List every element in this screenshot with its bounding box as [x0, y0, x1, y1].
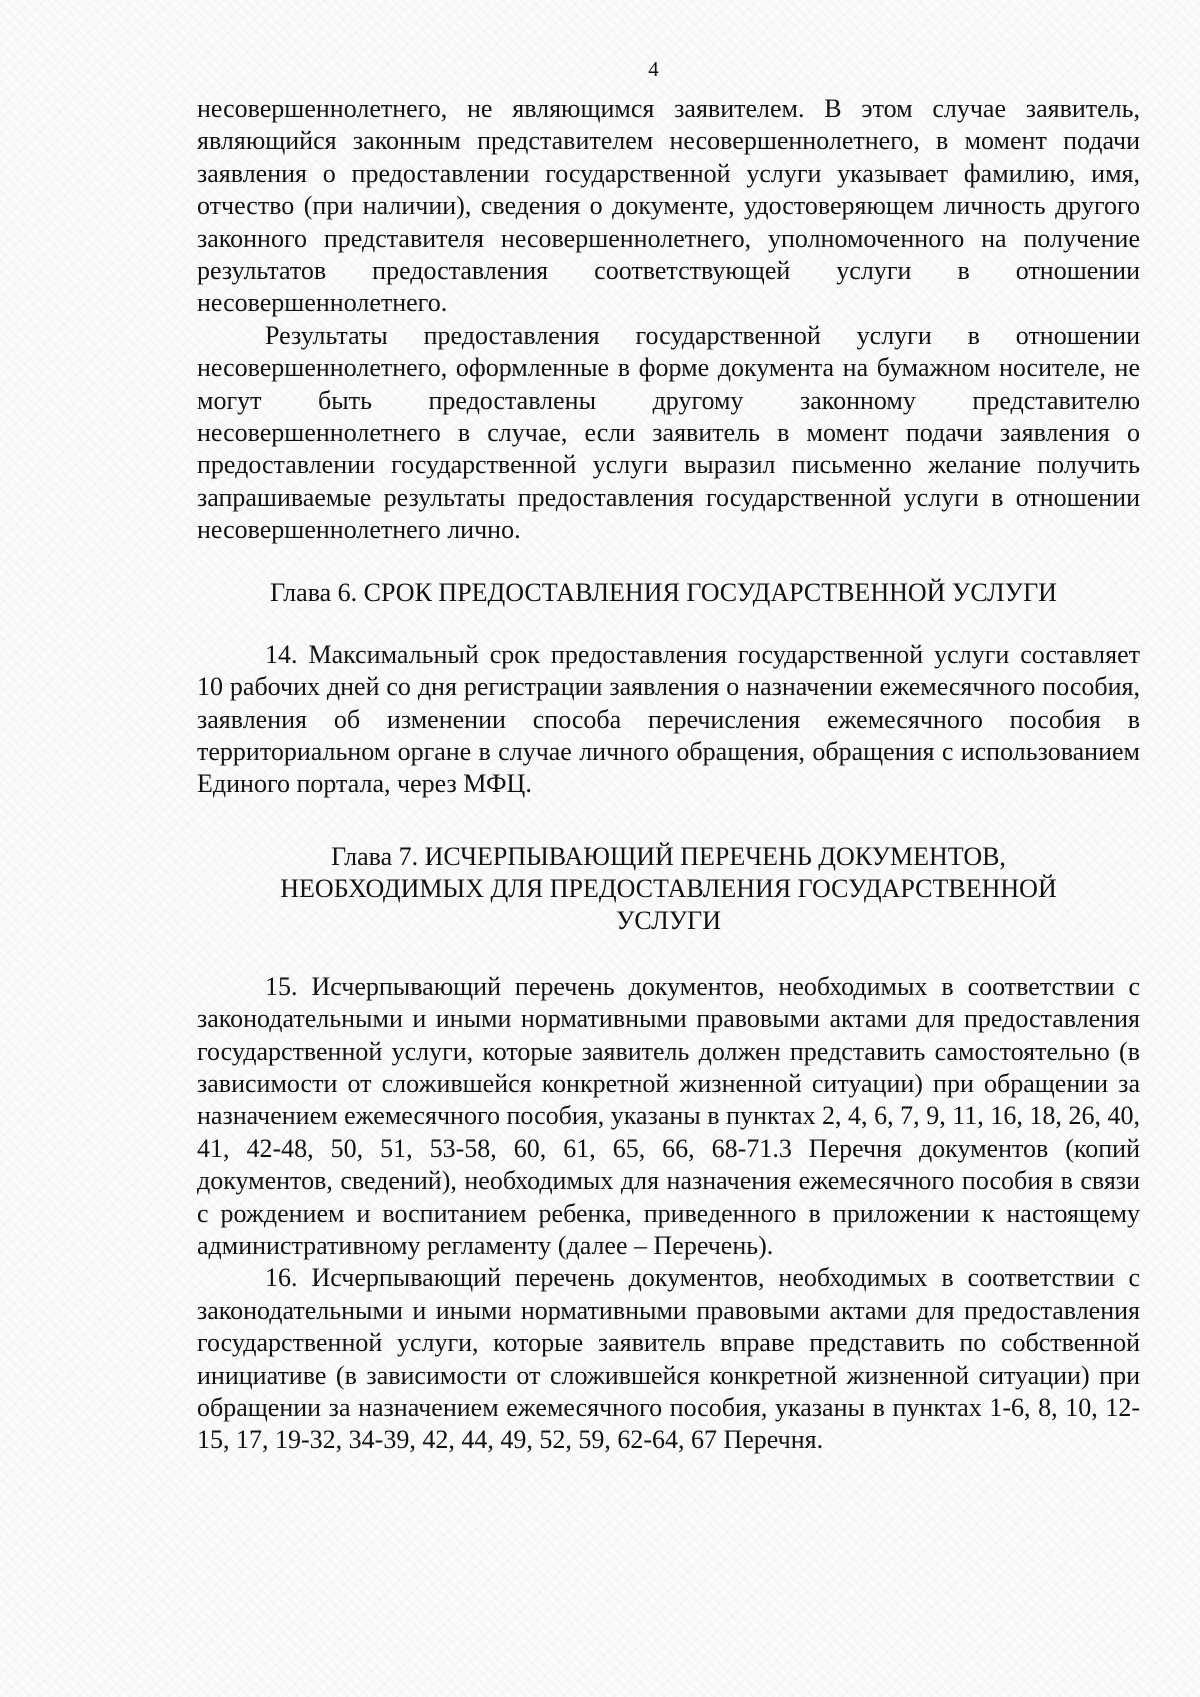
paragraph-continuation: несовершеннолетнего, не являющимся заявителем. В этом случае заявитель, являющийся законным представителем несовершеннолетнего, в момент подачи заявления о предоставлении государственной услуги указывает фамилию, имя, отчество (при наличии), сведения о документе, удостоверяющем личность другого законного представителя несовершеннолетнего, уполномоченного на получение результатов предоставления соответствующей услуги в отношении несовершеннолетнего. — [197, 94, 1140, 318]
chapter-6-title: Глава 6. СРОК ПРЕДОСТАВЛЕНИЯ ГОСУДАРСТВЕННОЙ УСЛУГИ — [270, 577, 1057, 607]
chapter-7-title: Глава 7. ИСЧЕРПЫВАЮЩИЙ ПЕРЕЧЕНЬ ДОКУМЕНТОВ, НЕОБХОДИМЫХ ДЛЯ ПРЕДОСТАВЛЕНИЯ ГОСУДАРСТВЕННОЙ УСЛУГИ — [280, 841, 1057, 935]
page-number: 4 — [648, 57, 659, 81]
paragraph-results: Результаты предоставления государственной услуги в отношении несовершеннолетнего, оформленные в форме документа на бумажном носителе, не могут быть предоставлены другому законному представителю несовершеннолетнего в случае, если заявитель в момент подачи заявления о предоставлении государственной услуги выразил письменно желание получить запрашиваемые результаты предоставления государственной услуги в отношении несовершеннолетнего лично. — [197, 320, 1140, 545]
paragraph-16: 16. Исчерпывающий перечень документов, необходимых в соответствии с законодательными и иными нормативными правовыми актами для предоставления государственной услуги, которые заявитель вправе представить по собственной инициативе (в зависимости от сложившейся конкретной жизненной ситуации) при обращении за назначением ежемесячного пособия, указаны в пунктах 1-6, 8, 10, 12-15, 17, 19-32, 34-39, 42, 44, 49, 52, 59, 62-64, 67 Перечня. — [197, 1263, 1140, 1455]
paragraph-14: 14. Максимальный срок предоставления государственной услуги составляет 10 рабочих дней со дня регистрации заявления о назначении ежемесячного пособия, заявления об изменении способа перечисления ежемесячного пособия в территориальном органе в случае личного обращения, обращения с использованием Единого портала, через МФЦ. — [197, 639, 1140, 799]
paragraph-15: 15. Исчерпывающий перечень документов, необходимых в соответствии с законодательными и иными нормативными правовыми актами для предоставления государственной услуги, которые заявитель должен представить самостоятельно (в зависимости от сложившейся конкретной жизненной ситуации) при обращении за назначением ежемесячного пособия, указаны в пунктах 2, 4, 6, 7, 9, 11, 16, 18, 26, 40, 41, 42-48, 50, 51, 53-58, 60, 61, 65, 66, 68-71.3 Перечня документов (копий документов, сведений), необходимых для назначения ежемесячного пособия в связи с рождением и воспитанием ребенка, приведенного в приложении к настоящему административному регламенту (далее – Перечень). — [197, 971, 1140, 1260]
